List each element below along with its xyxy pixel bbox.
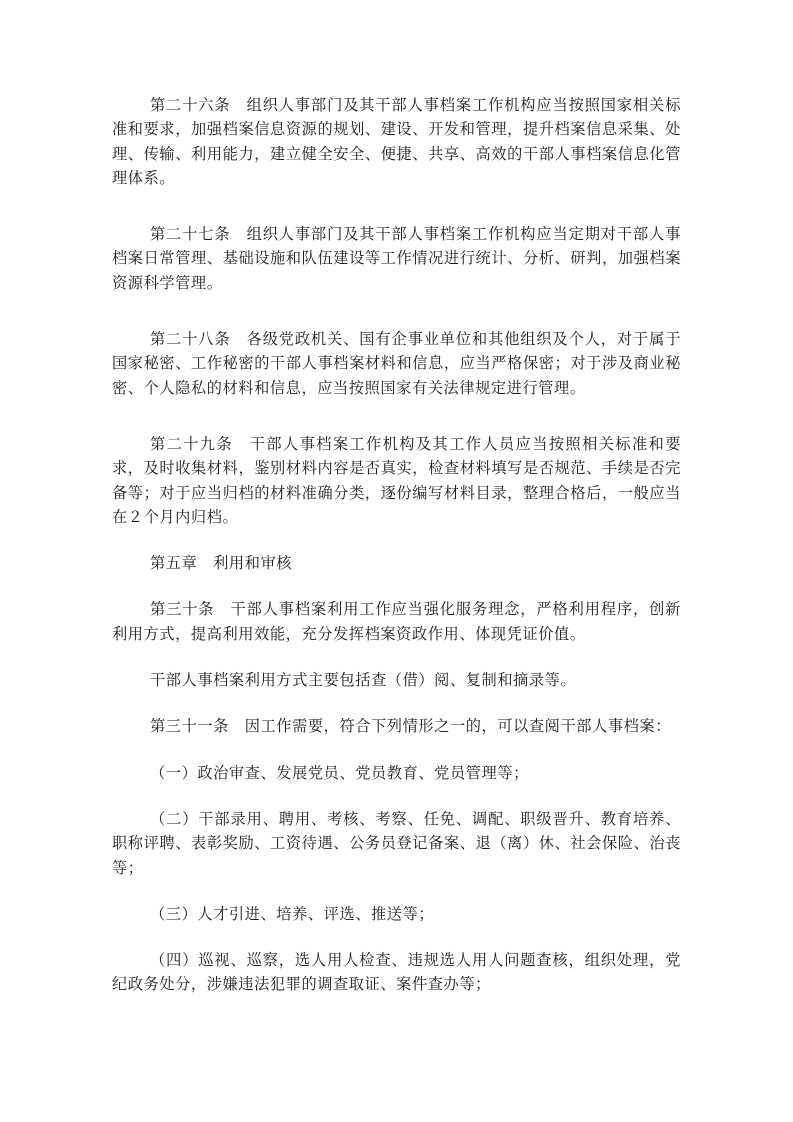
article-31-item-3: （三）人才引进、培养、评选、推送等；	[150, 904, 435, 923]
article-27: 第二十七条 组织人事部门及其干部人事档案工作机构应当定期对干部人事档案日常管理、基础设施和队伍建设等工作情况进行统计、分析、研判，加强档案资源科学管理。	[112, 225, 681, 292]
article-31-item-2: （二）干部录用、聘用、考核、考察、任免、调配、职级晋升、教育培养、职称评聘、表彰奖励、工资待遇、公务员登记备案、退（离）休、社会保险、治丧等；	[112, 809, 681, 877]
article-26: 第二十六条 组织人事部门及其干部人事档案工作机构应当按照国家相关标准和要求，加强档案信息资源的规划、建设、开发和管理，提升档案信息采集、处理、传输、利用能力，建立健全安全、便捷、共享、高效的干部人事档案信息化管理体系。	[112, 96, 681, 187]
article-29: 第二十九条 干部人事档案工作机构及其工作人员应当按照相关标准和要求，及时收集材料，鉴别材料内容是否真实，检查材料填写是否规范、手续是否完备等；对于应当归档的材料准确分类，逐份编写材料目录，整理合格后，一般应当在２个月内归档。	[112, 434, 681, 526]
article-28: 第二十八条 各级党政机关、国有企事业单位和其他组织及个人，对于属于国家秘密、工作秘密的干部人事档案材料和信息，应当严格保密；对于涉及商业秘密、个人隐私的材料和信息，应当按照国家有关法律规定进行管理。	[112, 330, 681, 397]
article-31-item-4: （四）巡视、巡察，选人用人检查、违规选人用人问题查核，组织处理，党纪政务处分，涉嫌违法犯罪的调查取证、案件查办等；	[112, 951, 681, 994]
article-31: 第三十一条 因工作需要，符合下列情形之一的，可以查阅干部人事档案：	[150, 717, 671, 736]
article-30-usage-methods: 干部人事档案利用方式主要包括查（借）阅、复制和摘录等。	[150, 671, 577, 690]
article-31-item-1: （一）政治审查、发展党员、党员教育、党员管理等；	[150, 763, 529, 782]
article-30: 第三十条 干部人事档案利用工作应当强化服务理念，严格利用程序，创新利用方式，提高利用效能，充分发挥档案资政作用、体现凭证价值。	[112, 600, 681, 643]
chapter-5-heading: 第五章 利用和审核	[150, 554, 293, 573]
